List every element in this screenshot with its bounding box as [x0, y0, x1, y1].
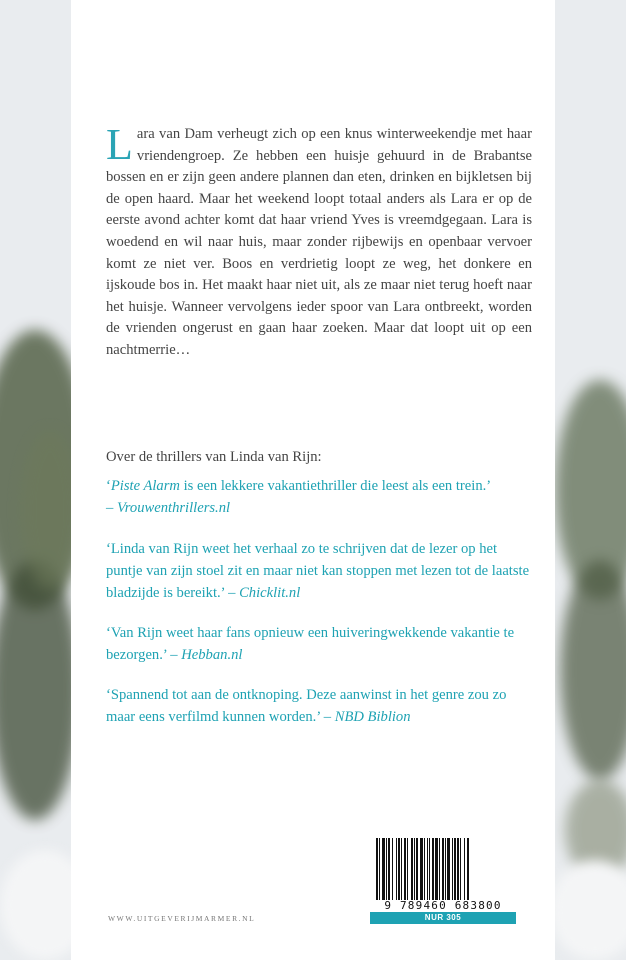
- barcode-bar: [424, 838, 425, 900]
- barcode-bar: [439, 838, 440, 900]
- barcode-bar: [407, 838, 408, 900]
- barcode-bar: [457, 838, 459, 900]
- barcode-bar: [447, 838, 450, 900]
- review-quote: ‘Linda van Rijn weet het verhaal zo te schrijven dat de lezer op het puntje van zijn stoel zit en maar niet kan stoppen met lezen tot de laatste bladzijde is bereikt.’ – Chicklit.nl: [106, 541, 530, 601]
- barcode-bar: [429, 838, 430, 900]
- barcode-bar: [435, 838, 438, 900]
- barcode-bar: [420, 838, 423, 900]
- barcode-bar: [445, 838, 446, 900]
- barcode: [370, 834, 516, 926]
- review-quote: ‘Piste Alarm is een lekkere vakantiethriller die leest als een trein.’ – Vrouwenthrillers.nl: [106, 478, 492, 516]
- barcode-bar: [404, 838, 406, 900]
- barcode-bar: [467, 838, 469, 900]
- review-quote: ‘Van Rijn weet haar fans opnieuw een huiveringwekkende vakantie te bezorgen.’ – Hebban.nl: [106, 625, 515, 663]
- barcode-bar: [388, 838, 390, 900]
- nur-label: NUR 305: [370, 912, 516, 924]
- review-source: – Hebban.nl: [170, 647, 243, 663]
- barcode-bar: [442, 838, 444, 900]
- barcode-bar: [392, 838, 393, 900]
- publisher-website: WWW.UITGEVERIJMARMER.NL: [108, 914, 256, 923]
- barcode-bar: [427, 838, 428, 900]
- book-title: Piste Alarm: [110, 478, 180, 494]
- isbn-number: 9 789460 683800: [384, 899, 502, 912]
- barcode-bar: [414, 838, 415, 900]
- review-quote: ‘Spannend tot aan de ontknoping. Deze aanwinst in het genre zou zo maar eens verfilmd kunnen worden.’ – NBD Biblion: [106, 687, 507, 725]
- barcode-bar: [452, 838, 453, 900]
- drop-cap: L: [106, 120, 133, 169]
- barcode-bar: [396, 838, 397, 900]
- barcode-bar: [411, 838, 413, 900]
- barcode-bar: [464, 838, 465, 900]
- barcode-bar: [401, 838, 402, 900]
- barcode-bar: [386, 838, 387, 900]
- review-source: – Chicklit.nl: [228, 585, 301, 601]
- book-blurb: [106, 120, 532, 362]
- review-source: – Vrouwenthrillers.nl: [106, 500, 231, 516]
- barcode-bar: [416, 838, 418, 900]
- barcode-bar: [460, 838, 461, 900]
- barcode-bar: [379, 838, 380, 900]
- barcode-bar: [432, 838, 434, 900]
- blurb-text: ara van Dam verheugt zich op een knus winterweekendje met haar vriendengroep. Ze hebben een huisje gehuurd in de Brabantse bossen en er zijn geen andere plannen dan eten, drinken en bijkletsen bij de open haard. Maar het weekend loopt totaal anders als Lara er op de eerste avond achter komt dat haar vriend Yves is vreemdgegaan. Lara is woedend en wil naar huis, maar zonder rijbewijs en openbaar vervoer komt ze niet ver. Boos en verdrietig loopt ze weg, het donkere en ijskoude bos in. Het maakt haar niet uit, als ze maar niet terug hoeft naar het huisje. Wanneer vervolgens ieder spoor van Lara ontbreekt, worden de vrienden ongerust en gaan haar zoeken. Maar dat loopt uit op een nachtmerrie…: [106, 126, 532, 358]
- barcode-bars: [374, 838, 512, 900]
- review-source: – NBD Biblion: [323, 709, 411, 725]
- barcode-bar: [398, 838, 400, 900]
- barcode-bar: [382, 838, 385, 900]
- reviews-heading: Over de thrillers van Linda van Rijn:: [106, 449, 322, 465]
- barcode-bar: [376, 838, 378, 900]
- barcode-bar: [454, 838, 456, 900]
